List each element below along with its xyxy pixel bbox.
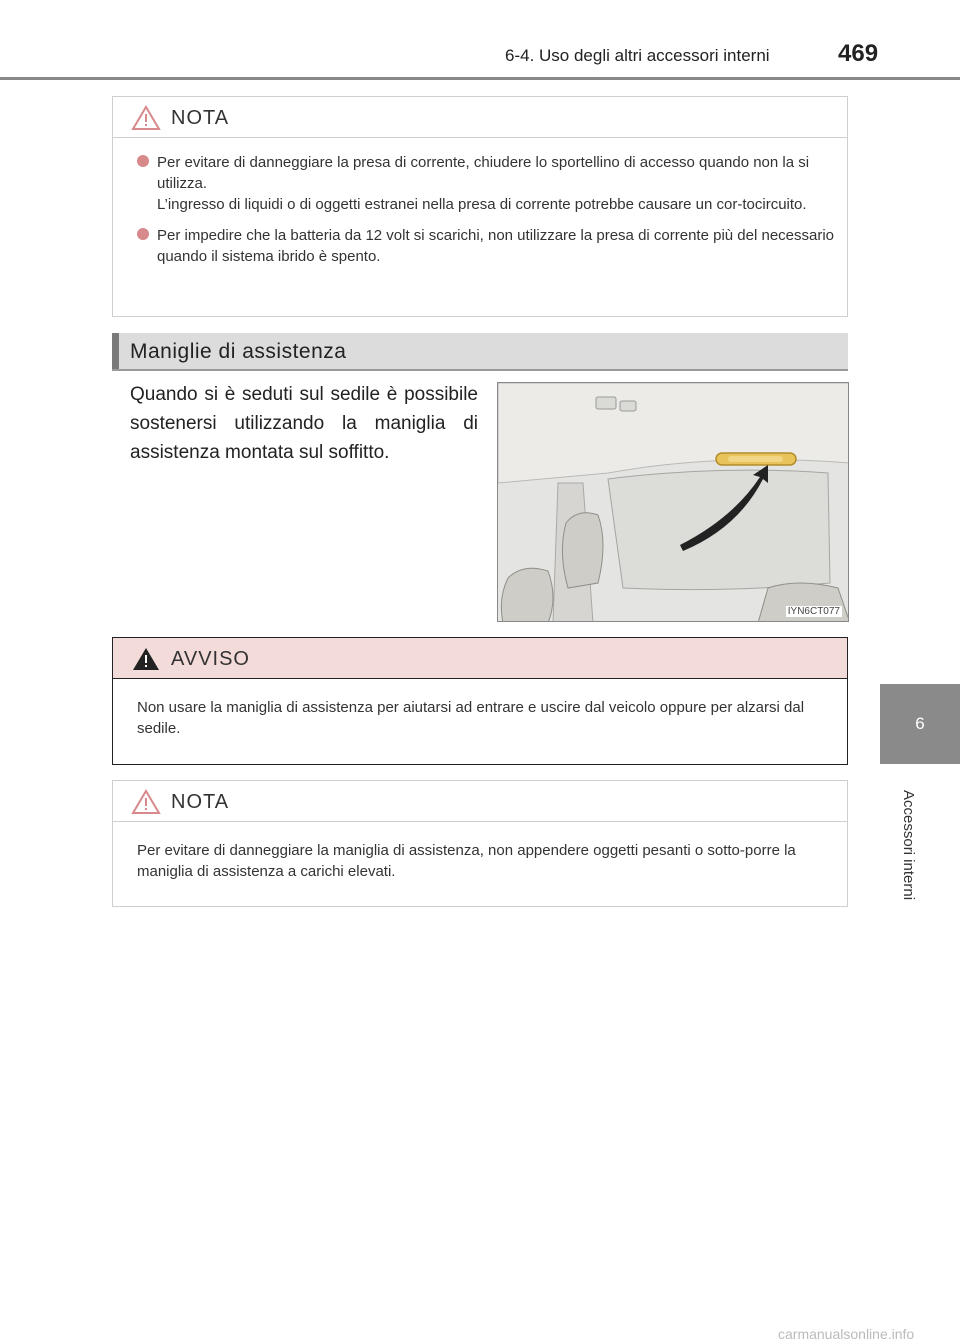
nota-top-bullet-text-cont: L’ingresso di liquidi o di oggetti estranei nella presa di corrente potrebbe causare un cor-tocircuito. — [157, 196, 807, 213]
section-intro-text: Quando si è seduti sul sedile è possibile sostenersi utilizzando la maniglia di assistenza montata sul soffitto. — [130, 384, 478, 463]
section-title: Maniglie di assistenza — [130, 340, 347, 363]
avviso-box-header — [113, 638, 847, 679]
page-number: 469 — [838, 40, 879, 67]
avviso-box — [112, 637, 848, 765]
nota-top-title: NOTA — [171, 107, 230, 129]
avviso-title: AVVISO — [171, 648, 250, 670]
nota-box-bottom-header — [113, 781, 847, 822]
nota-top-bullet — [137, 225, 837, 267]
warning-triangle-icon — [131, 646, 161, 677]
nota-bottom-body: Per evitare di danneggiare la maniglia di assistenza, non appendere oggetti pesanti o sotto-porre la maniglia di assistenza a carichi elevati. — [137, 842, 796, 880]
bullet-dot-icon — [137, 228, 149, 240]
section-header-bar — [112, 333, 119, 369]
car-interior-drawing — [498, 383, 849, 622]
nota-box-top-header — [113, 97, 847, 138]
chapter-label — [897, 790, 919, 920]
bullet-dot-icon — [137, 155, 149, 167]
warning-triangle-icon — [131, 105, 161, 136]
chapter-label-text: Accessori interni — [900, 790, 917, 901]
watermark: carmanualsonline.info — [778, 1326, 915, 1342]
assist-grip-illustration — [497, 382, 849, 622]
nota-box-top — [112, 96, 848, 317]
nota-top-bullet-text: Per evitare di danneggiare la presa di corrente, chiudere lo sportellino di accesso quando non la si utilizza. — [157, 154, 810, 192]
image-code: IYN6CT077 — [787, 606, 840, 617]
section-header — [112, 333, 848, 371]
nota-box-bottom — [112, 780, 848, 907]
header-divider — [0, 77, 960, 80]
chapter-tab: 6 — [880, 684, 960, 764]
warning-triangle-icon — [131, 789, 161, 820]
nota-top-body — [113, 138, 847, 285]
nota-bottom-title: NOTA — [171, 791, 230, 813]
header-section-title: 6-4. Uso degli altri accessori interni — [505, 46, 770, 65]
avviso-body: Non usare la maniglia di assistenza per aiutarsi ad entrare e uscire dal veicolo oppure per alzarsi dal sedile. — [137, 699, 805, 737]
nota-top-bullet — [137, 152, 837, 215]
nota-top-bullet-text: Per impedire che la batteria da 12 volt si scarichi, non utilizzare la presa di corrente più del necessario quando il sistema ibrido è spento. — [157, 227, 835, 265]
